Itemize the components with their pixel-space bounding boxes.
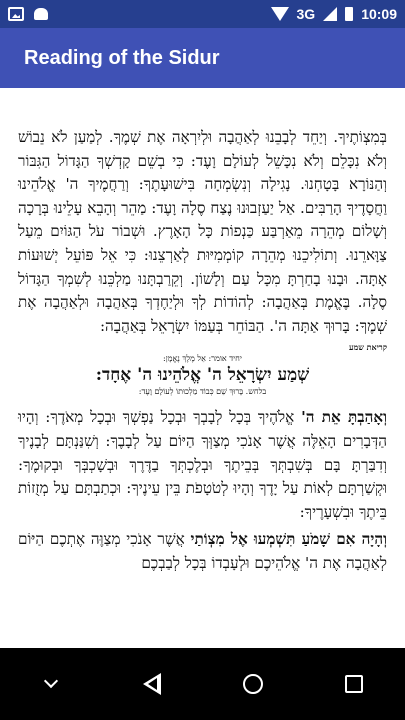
image-notification-icon xyxy=(8,7,24,21)
system-status xyxy=(271,6,398,22)
status-bar xyxy=(0,0,405,28)
shema-line: שְׁמַע יִשְׂרָאֵל ה' אֱלֹהֵינוּ ה' אֶחָד: xyxy=(95,365,310,386)
prayer-paragraph-veahavta xyxy=(18,406,387,524)
prayer-text-view[interactable] xyxy=(0,88,405,648)
home-button[interactable] xyxy=(233,664,273,704)
home-icon xyxy=(243,674,263,694)
collapse-icon xyxy=(44,674,58,688)
veahavta-opening: וְאָהַבְתָּ אֵת ה' xyxy=(301,408,387,427)
android-notification-icon xyxy=(34,8,48,20)
back-button[interactable] xyxy=(132,664,172,704)
wifi-icon xyxy=(271,7,289,21)
vehaya-body: אֲשֶׁר אָנֹכִי מְצַוֶּה אֶתְכֶם הַיּוֹם לְאַהֲבָה אֶת ה' אֱלֹהֵיכֶם וּלְעָבְדוֹ בְּכָל לְבַבְכֶם xyxy=(18,530,387,572)
recents-icon xyxy=(345,675,363,693)
battery-icon xyxy=(345,7,353,21)
app-bar xyxy=(0,28,405,88)
signal-icon xyxy=(323,7,337,21)
vehaya-opening: וְהָיָה אִם שָׁמֹעַ תִּשְׁמְעוּ אֶל מִצְוֹתַי xyxy=(190,530,387,549)
clock: 10:09 xyxy=(361,6,397,22)
app-title: Reading of the Sidur xyxy=(24,46,220,69)
yachid-note: יחיד אומר: אֵל מֶלֶךְ נֶאֱמָן: xyxy=(163,354,242,364)
collapse-button[interactable] xyxy=(31,664,71,704)
network-type: 3G xyxy=(296,6,316,22)
back-icon xyxy=(143,673,161,695)
kriat-shema-label: קריאת שמע xyxy=(348,342,387,353)
veahavta-body: אֱלֹהֶיךָ בְּכָל לְבָבְךָ וּבְכָל נַפְשְׁךָ וּבְכָל מְאֹדֶךָ: וְהָיוּ הַדְּבָרִים הָאֵלֶּה אֲשֶׁר אָנֹכִי מְצַוְּךָ הַיּוֹם עַל לְבָבֶךָ: וְשִׁנַּנְתָּם לְבָנֶיךָ וְדִבַּרְתָּ בָּם בְּשִׁבְתְּךָ בְּבֵיתֶךָ וּבְלֶכְתְּךָ בַדֶּרֶךְ וּבְשָׁכְבְּךָ וּבְקוּמֶךָ: וּקְשַׁרְתָּם לְאוֹת עַל יָדֶךָ וְהָיוּ לְטֹטָפֹת בֵּין עֵינֶיךָ: וּכְתַבְתָּם עַל מְזֻזוֹת בֵּיתֶךָ וּבִשְׁעָרֶיךָ: xyxy=(18,408,387,521)
prayer-paragraph-vehaya xyxy=(18,528,387,575)
navigation-bar xyxy=(0,648,405,720)
recents-button[interactable] xyxy=(334,664,374,704)
notification-area xyxy=(8,7,48,21)
baruch-shem-note: בלחש. בָּרוּךְ שֵׁם כְּבוֹד מַלְכוּתוֹ לְעוֹלָם וָעֶד: xyxy=(138,387,267,397)
prayer-paragraph-ahava: בְּמִצְוֹתֶיךָ. וְיַחֵד לְבָבֵנוּ לְאַהֲבָה וּלְיִרְאָה אֶת שְׁמֶךָ. לְמַעַן לֹא נֵבוֹשׁ וְלֹא נִכָּלֵם וְלֹא נִכָּשֵׁל לְעוֹלָם וָעֶד: כִּי בְשֵׁם קָדְשְׁךָ הַגָּדוֹל הַגִּבּוֹר וְהַנּוֹרָא בָּטָחְנוּ. נָגִילָה וְנִשְׂמְחָה בִּישׁוּעָתֶךָ: וְרַחֲמֶיךָ ה' אֱלֹהֵינוּ וַחֲסָדֶיךָ הָרַבִּים. אַל יַעַזְבוּנוּ נֶצַח סֶלָה וָעֶד: מַהֵר וְהָבֵא עָלֵינוּ בְּרָכָה וְשָׁלוֹם מְהֵרָה מֵאַרְבַּע כַּנְפוֹת כָּל הָאָרֶץ. וּשְׁבוֹר עֹל הַגּוֹיִם מֵעַל צַוָּארֵנוּ. וְתוֹלִיכֵנוּ מְהֵרָה קוֹמְמִיּוּת לְאַרְצֵנוּ: כִּי אֵל פּוֹעֵל יְשׁוּעוֹת אָתָּה. וּבָנוּ בָחַרְתָּ מִכָּל עַם וְלָשׁוֹן. וְקֵרַבְתָּנוּ מַלְכֵּנוּ לְשִׁמְךָ הַגָּדוֹל סֶלָה. בֶּאֱמֶת בְּאַהֲבָה: לְהוֹדוֹת לְךָ וּלְיַחֶדְךָ בְּאַהֲבָה וּלְאַהֲבָה אֶת שְׁמֶךָ: בָּרוּךְ אַתָּה ה'. הַבּוֹחֵר בְּעַמּוֹ יִשְׂרָאֵל בְּאַהֲבָה: xyxy=(18,128,387,335)
